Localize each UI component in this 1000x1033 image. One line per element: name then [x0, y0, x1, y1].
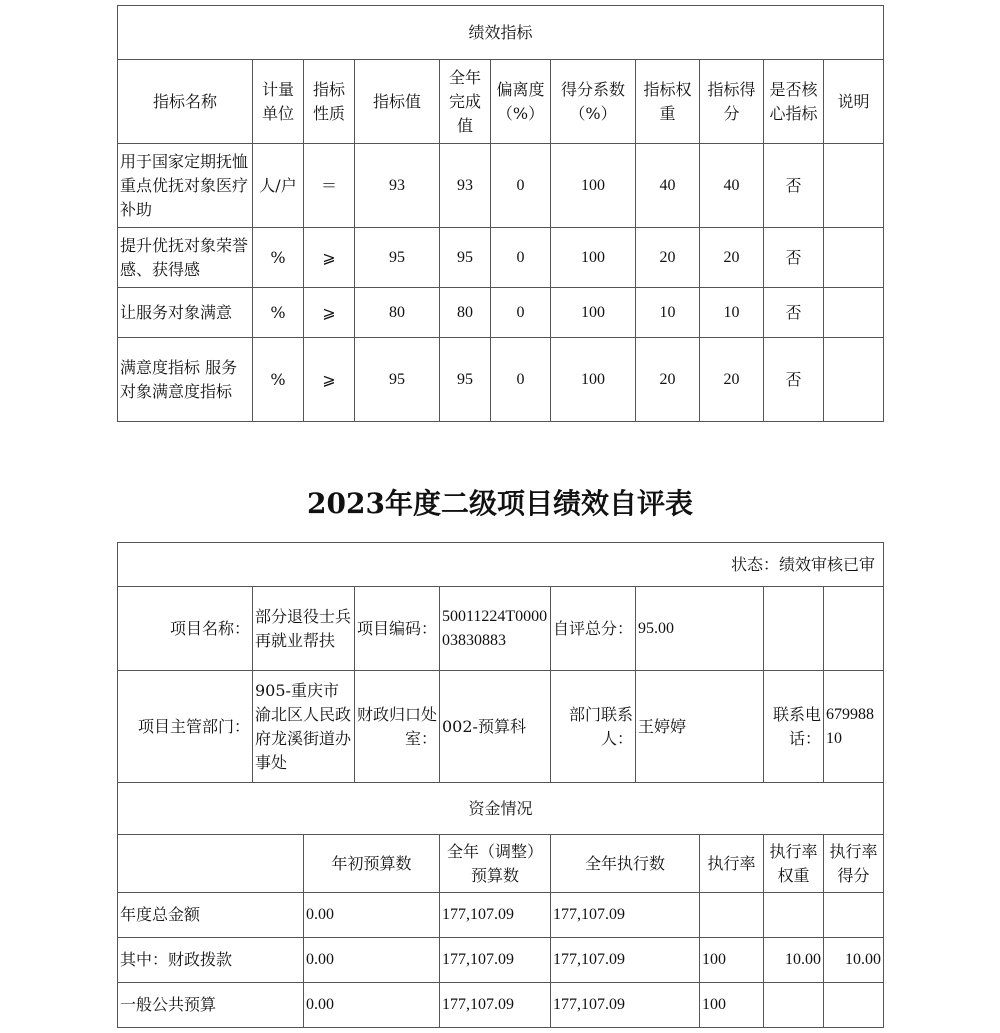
header-score-coefficient: 得分系数（%）	[551, 60, 636, 144]
is-core-cell: 否	[764, 288, 824, 338]
status-text: 状态：绩效审核已审	[118, 543, 884, 587]
rate-weight-cell	[764, 983, 824, 1028]
self-score-label: 自评总分：	[551, 587, 636, 671]
score-cell: 20	[700, 228, 764, 288]
target-value-cell: 95	[355, 228, 440, 288]
rate-score-cell	[824, 893, 884, 938]
unit-cell: %	[253, 228, 304, 288]
phone-label: 联系电话：	[764, 671, 824, 783]
score-cell: 20	[700, 338, 764, 422]
is-core-cell: 否	[764, 338, 824, 422]
executed-cell: 177,107.09	[551, 938, 700, 983]
finance-dept-value: 002-预算科	[440, 671, 551, 783]
header-rate-weight: 执行率权重	[764, 835, 824, 893]
funds-row-label: 年度总金额	[118, 893, 304, 938]
weight-cell: 20	[636, 338, 700, 422]
is-core-cell: 否	[764, 144, 824, 228]
target-value-cell: 93	[355, 144, 440, 228]
coefficient-cell: 100	[551, 338, 636, 422]
coefficient-cell: 100	[551, 144, 636, 228]
deviation-cell: 0	[491, 228, 551, 288]
indicator-name: 用于国家定期抚恤重点优抚对象医疗补助	[118, 144, 253, 228]
unit-cell: 人/户	[253, 144, 304, 228]
project-evaluation-table	[117, 542, 884, 1028]
section-title-performance: 绩效指标	[118, 6, 884, 60]
header-rate-score: 执行率得分	[824, 835, 884, 893]
deviation-cell: 0	[491, 288, 551, 338]
indicator-name: 提升优抚对象荣誉感、获得感	[118, 228, 253, 288]
coefficient-cell: 100	[551, 228, 636, 288]
initial-budget-cell: 0.00	[304, 893, 440, 938]
dept-label: 项目主管部门：	[118, 671, 253, 783]
execution-rate-cell: 100	[700, 983, 764, 1028]
phone-value: 67998810	[824, 671, 884, 783]
completed-cell: 80	[440, 288, 491, 338]
completed-cell: 93	[440, 144, 491, 228]
performance-indicator-table	[117, 5, 884, 422]
nature-cell: ⩾	[304, 288, 355, 338]
header-score: 指标得分	[700, 60, 764, 144]
empty-cell	[764, 587, 824, 671]
funds-row-label: 其中：财政拨款	[118, 938, 304, 983]
page-title: 2023年度二级项目绩效自评表	[307, 487, 693, 520]
target-value-cell: 95	[355, 338, 440, 422]
initial-budget-cell: 0.00	[304, 938, 440, 983]
nature-cell: ＝	[304, 144, 355, 228]
header-deviation: 偏离度（%）	[491, 60, 551, 144]
score-cell: 10	[700, 288, 764, 338]
header-annual-executed: 全年执行数	[551, 835, 700, 893]
header-target-value: 指标值	[355, 60, 440, 144]
target-value-cell: 80	[355, 288, 440, 338]
contact-value: 王婷婷	[636, 671, 764, 783]
header-is-core: 是否核心指标	[764, 60, 824, 144]
indicator-name: 满意度指标 服务对象满意度指标	[118, 338, 253, 422]
empty-cell	[824, 587, 884, 671]
unit-cell: %	[253, 288, 304, 338]
header-nature: 指标性质	[304, 60, 355, 144]
rate-weight-cell: 10.00	[764, 938, 824, 983]
funds-header-blank	[118, 835, 304, 893]
header-annual-completed: 全年完成值	[440, 60, 491, 144]
section-title-funds: 资金情况	[118, 783, 884, 835]
funds-row-label: 一般公共预算	[118, 983, 304, 1028]
executed-cell: 177,107.09	[551, 983, 700, 1028]
rate-score-cell: 10.00	[824, 938, 884, 983]
rate-score-cell	[824, 983, 884, 1028]
weight-cell: 40	[636, 144, 700, 228]
table-row	[118, 938, 884, 983]
adjusted-budget-cell: 177,107.09	[440, 893, 551, 938]
is-core-cell: 否	[764, 228, 824, 288]
nature-cell: ⩾	[304, 338, 355, 422]
rate-weight-cell	[764, 893, 824, 938]
table-row	[118, 893, 884, 938]
header-indicator-name: 指标名称	[118, 60, 253, 144]
completed-cell: 95	[440, 228, 491, 288]
remark-cell	[824, 288, 884, 338]
executed-cell: 177,107.09	[551, 893, 700, 938]
weight-cell: 10	[636, 288, 700, 338]
deviation-cell: 0	[491, 338, 551, 422]
table-row	[118, 144, 884, 228]
contact-label: 部门联系人：	[551, 671, 636, 783]
completed-cell: 95	[440, 338, 491, 422]
project-code-value: 50011224T000003830883	[440, 587, 551, 671]
header-weight: 指标权重	[636, 60, 700, 144]
adjusted-budget-cell: 177,107.09	[440, 983, 551, 1028]
header-execution-rate: 执行率	[700, 835, 764, 893]
execution-rate-cell	[700, 893, 764, 938]
table-row	[118, 983, 884, 1028]
unit-cell: %	[253, 338, 304, 422]
coefficient-cell: 100	[551, 288, 636, 338]
deviation-cell: 0	[491, 144, 551, 228]
remark-cell	[824, 144, 884, 228]
indicator-name: 让服务对象满意	[118, 288, 253, 338]
table-row	[118, 288, 884, 338]
header-unit: 计量单位	[253, 60, 304, 144]
table-row	[118, 228, 884, 288]
remark-cell	[824, 338, 884, 422]
table-row	[118, 338, 884, 422]
header-remark: 说明	[824, 60, 884, 144]
nature-cell: ⩾	[304, 228, 355, 288]
header-adjusted-budget: 全年（调整）预算数	[440, 835, 551, 893]
initial-budget-cell: 0.00	[304, 983, 440, 1028]
remark-cell	[824, 228, 884, 288]
self-score-value: 95.00	[636, 587, 764, 671]
execution-rate-cell: 100	[700, 938, 764, 983]
weight-cell: 20	[636, 228, 700, 288]
adjusted-budget-cell: 177,107.09	[440, 938, 551, 983]
finance-dept-label: 财政归口处室：	[355, 671, 440, 783]
header-initial-budget: 年初预算数	[304, 835, 440, 893]
project-name-label: 项目名称：	[118, 587, 253, 671]
project-name-value: 部分退役士兵再就业帮扶	[253, 587, 355, 671]
dept-value: 905-重庆市渝北区人民政府龙溪街道办事处	[253, 671, 355, 783]
score-cell: 40	[700, 144, 764, 228]
project-code-label: 项目编码：	[355, 587, 440, 671]
